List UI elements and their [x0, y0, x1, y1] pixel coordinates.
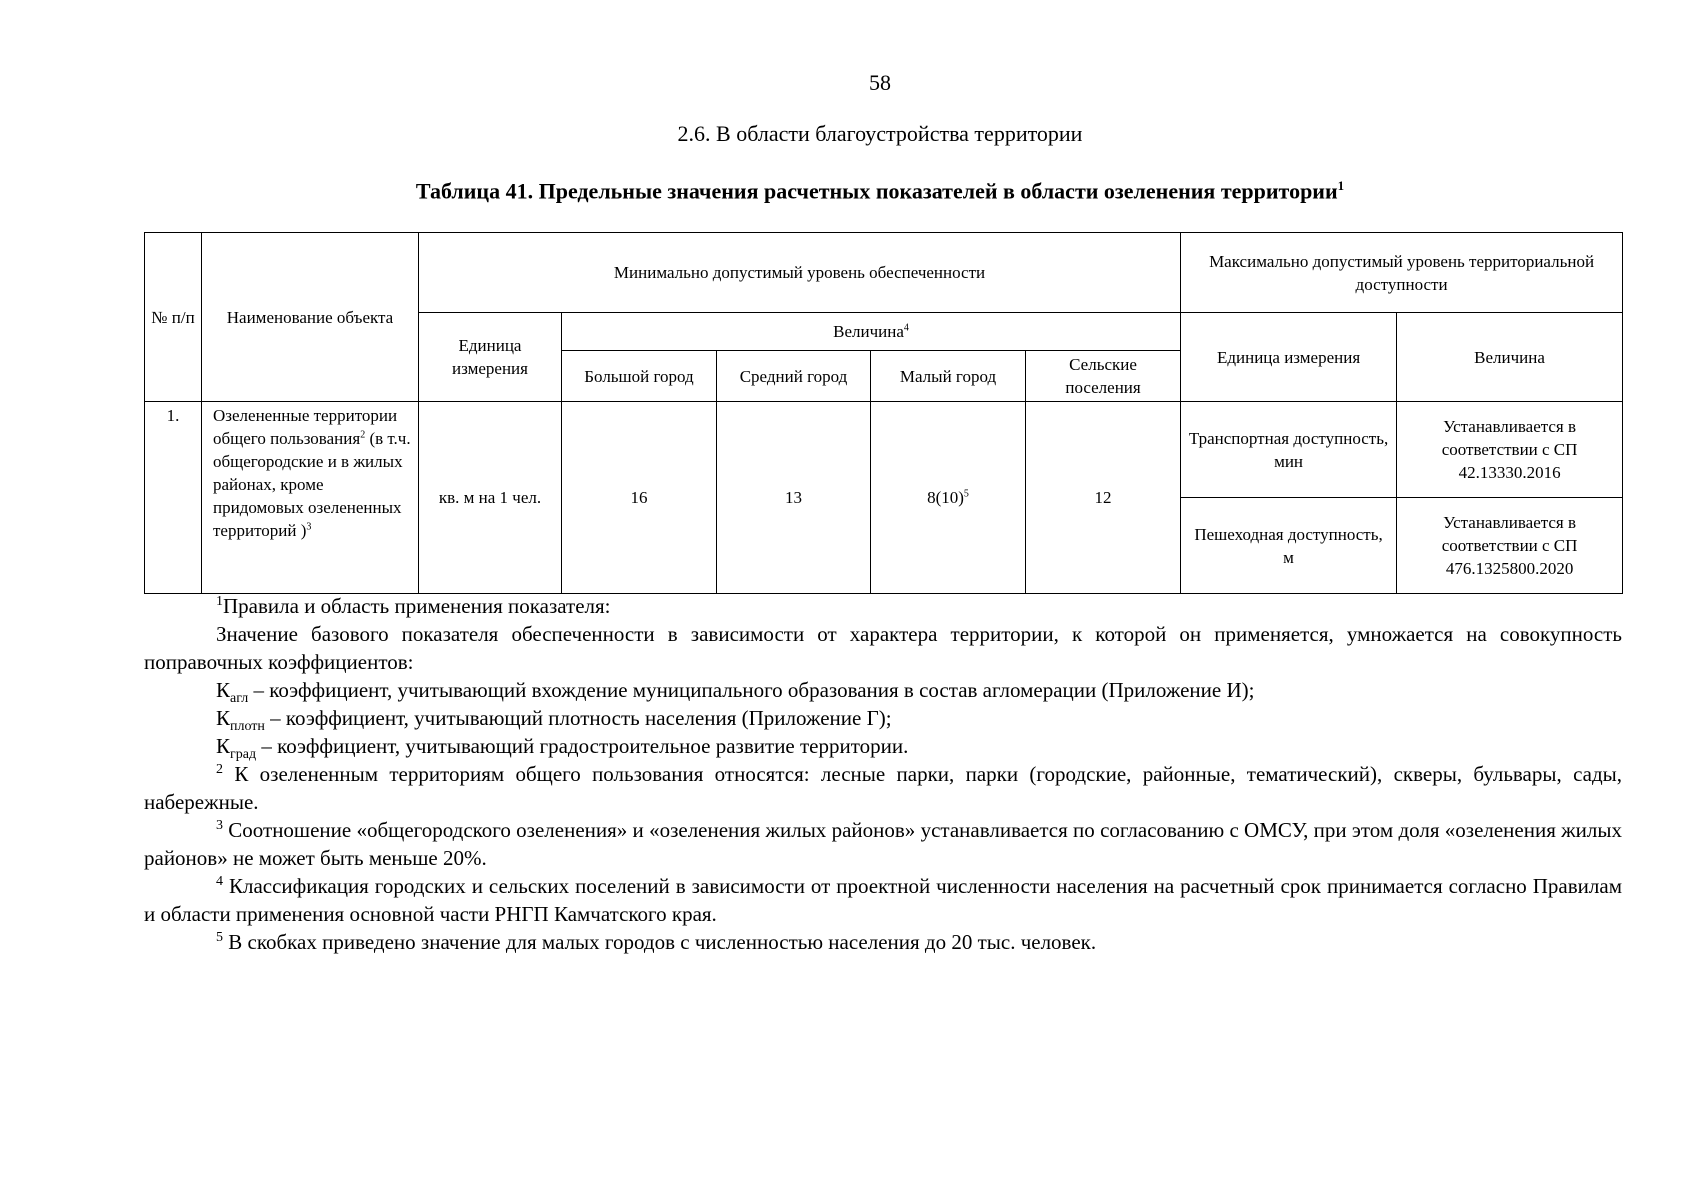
header-num: № п/п	[145, 233, 202, 402]
row-unit: кв. м на 1 чел.	[419, 402, 562, 594]
coefficient-agl-base: К	[216, 678, 231, 702]
header-min-level: Минимально допустимый уровень обеспеченности	[419, 233, 1181, 313]
table-title	[0, 178, 1697, 204]
header-big-city: Большой город	[562, 351, 717, 402]
row-num: 1.	[145, 402, 202, 594]
footnote-3-text: Соотношение «общегородского озеленения» и «озеленения жилых районов» устанавливается по согласованию с ОМСУ, при этом доля «озеленения жилых районов» не может быть меньше 20%.	[144, 818, 1622, 870]
coefficient-agl-sub: агл	[230, 691, 249, 707]
row-access-walk-value: Устанавливается в соответствии с СП 476.1325800.2020	[1397, 498, 1623, 594]
footnote-5	[144, 928, 1622, 956]
footnote-3-mark: 3	[216, 818, 223, 833]
table-title-footnote-mark: 1	[1337, 178, 1345, 193]
footnote-1-body: Значение базового показателя обеспеченности в зависимости от характера территории, к которой он применяется, умножается на совокупность поправочных коэффициентов:	[144, 622, 1622, 674]
footnote-1	[144, 592, 1622, 620]
row-small-city-footnote-mark: 5	[963, 488, 969, 500]
header-small-city: Малый город	[871, 351, 1026, 402]
coefficient-grad-sub: град	[230, 747, 257, 763]
row-name-part-b: (в т.ч. общегородские и в жилых районах, кроме придомовых озелененных территорий )	[213, 429, 411, 540]
row-access-transport-value: Устанавливается в соответствии с СП 42.13330.2016	[1397, 402, 1623, 498]
header-value	[562, 313, 1181, 351]
header-mid-city: Средний город	[717, 351, 871, 402]
header-object-name: Наименование объекта	[202, 233, 419, 402]
coefficient-plotn	[144, 704, 1622, 735]
row-big-city: 16	[562, 402, 717, 594]
header-unit: Единица измерения	[419, 313, 562, 402]
footnote-2-mark: 2	[216, 762, 223, 777]
coefficient-plotn-base: К	[216, 706, 231, 730]
table-title-text: Таблица 41. Предельные значения расчетных показателей в области озеленения территории	[415, 178, 1338, 204]
norms-table	[144, 232, 1623, 594]
row-name-footnote-3: 3	[306, 521, 312, 533]
coefficient-plotn-sub: плотн	[230, 719, 265, 735]
footnote-1-text: Правила и область применения показателя:	[223, 594, 611, 618]
footnote-5-mark: 5	[216, 930, 223, 945]
footnote-1-mark: 1	[216, 594, 223, 609]
header-value-2: Величина	[1397, 313, 1623, 402]
coefficient-agl	[144, 676, 1622, 707]
coefficient-grad-text: – коэффициент, учитывающий градостроительное развитие территории.	[256, 734, 909, 758]
header-max-level: Максимально допустимый уровень территориальной доступности	[1181, 233, 1623, 313]
row-rural: 12	[1026, 402, 1181, 594]
row-name-footnote-2: 2	[360, 429, 366, 441]
row-access-walk-unit: Пешеходная доступность, м	[1181, 498, 1397, 594]
coefficient-grad-base: К	[216, 734, 231, 758]
footnote-2	[144, 760, 1622, 816]
header-value-label: Величина	[833, 322, 904, 341]
footnote-5-text: В скобках приведено значение для малых городов с численностью населения до 20 тыс. человек.	[228, 930, 1097, 954]
section-title: 2.6. В области благоустройства территории	[677, 121, 1083, 146]
header-rural: Сельские поселения	[1026, 351, 1181, 402]
coefficient-grad	[144, 732, 1622, 763]
footnote-4-mark: 4	[216, 874, 223, 889]
row-mid-city: 13	[717, 402, 871, 594]
page-number: 58	[869, 70, 891, 95]
footnote-2-text: К озелененным территориям общего пользования относятся: лесные парки, парки (городские, районные, тематический), скверы, бульвары, сады, набережные.	[144, 762, 1623, 814]
coefficient-plotn-text: – коэффициент, учитывающий плотность населения (Приложение Г);	[264, 706, 892, 730]
coefficient-agl-text: – коэффициент, учитывающий вхождение муниципального образования в состав агломерации (Приложение И);	[248, 678, 1255, 702]
footnote-4	[144, 872, 1622, 928]
footnote-4-text: Классификация городских и сельских поселений в зависимости от проектной численности населения на расчетный срок принимается согласно Правилам и области применения основной части РНГП Камчатского края.	[144, 874, 1622, 926]
row-object-name	[202, 402, 419, 594]
header-unit-2: Единица измерения	[1181, 313, 1397, 402]
row-small-city-value: 8(10)	[927, 488, 964, 507]
row-name-part-a: Озелененные территории общего пользования	[213, 406, 398, 448]
row-small-city	[871, 402, 1026, 594]
footnote-3	[144, 816, 1622, 872]
row-access-transport-unit: Транспортная доступность, мин	[1181, 402, 1397, 498]
header-value-footnote-mark: 4	[903, 322, 909, 334]
footnotes	[144, 592, 1622, 956]
